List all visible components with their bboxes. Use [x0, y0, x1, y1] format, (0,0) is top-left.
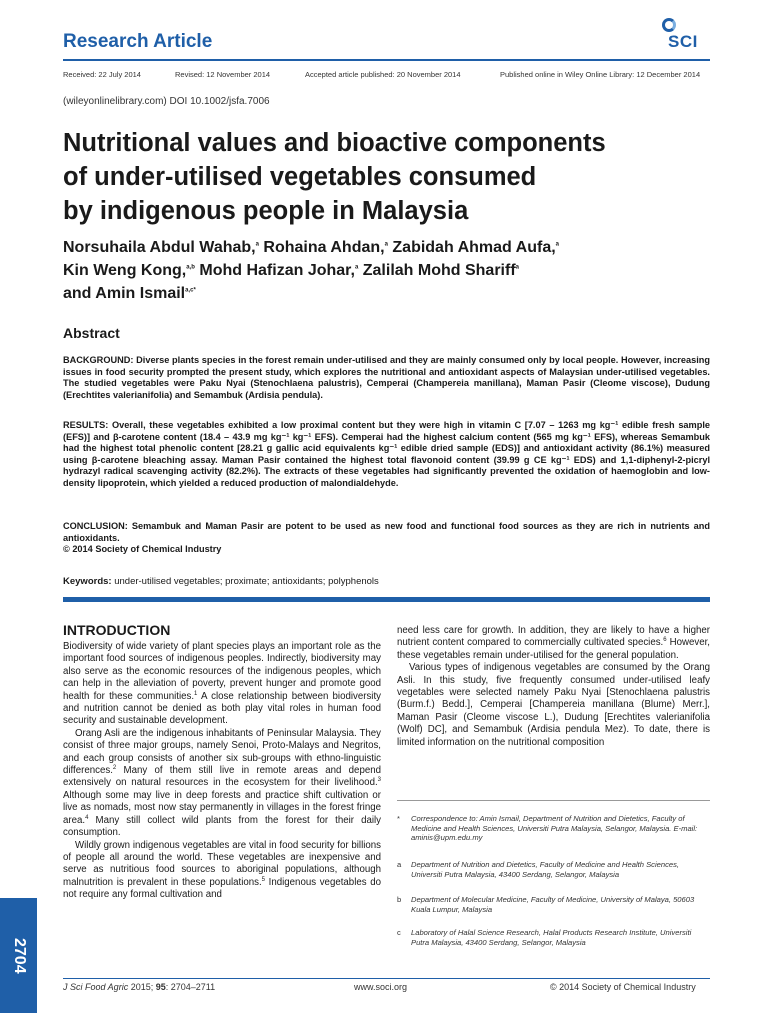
author-list	[63, 236, 723, 305]
author-affil: a	[354, 264, 359, 271]
keywords-text: under-utilised vegetables; proximate; antioxidants; polyphenols	[114, 576, 379, 587]
intro-paragraph: Orang Asli are the indigenous inhabitants of Peninsular Malaysia. They consist of three major groups, namely Senoi, Proto-Malays and Negritos, and each group consists of another six sub-groups with ethno-linguistic differences.$^2$ Many of them still live in remote areas and depend extensively on natural resources in the ecosystem for their livelihood.$^3$ Although some may live in deep forests and practice shift cultivation or live as nomads, most now stay permanently in villages in the forest fringe area.$^4$ Many still collect wild plants from the forest for their daily consumption.	[63, 727, 381, 839]
abstract-heading: Abstract	[63, 325, 120, 341]
conclusion-text: Semambuk and Maman Pasir are potent to be used as new food and functional food sources as they are rich in nutrients and antioxidants.	[63, 521, 711, 543]
sci-logo	[660, 18, 716, 52]
footnote-affiliation-a	[397, 860, 710, 879]
author-name: Kin Weng Kong,	[63, 262, 187, 279]
conclusion-label: CONCLUSION:	[63, 521, 128, 531]
author-line	[63, 282, 723, 305]
left-column	[63, 622, 381, 902]
footnote-mark: *	[397, 814, 400, 823]
abstract-copyright: © 2014 Society of Chemical Industry	[63, 544, 222, 554]
received-date: Received: 22 July 2014	[63, 70, 141, 79]
logo-text: SCI	[668, 32, 698, 51]
author-name: Norsuhaila Abdul Wahab,	[63, 239, 256, 256]
author-name: Rohaina Ahdan,	[263, 239, 385, 256]
published-date: Published online in Wiley Online Library: 12 December 2014	[500, 70, 701, 79]
footnote-text: Correspondence to: Amin Ismail, Department of Nutrition and Dietetics, Faculty of Medicine and Health Sciences, Universiti Putra Malaysia, Selangor, Malaysia. E-mail: aminis@upm.edu.my	[411, 814, 698, 842]
article-title	[63, 126, 723, 228]
footer-website[interactable]: www.soci.org	[354, 982, 408, 992]
intro-paragraph: Various types of indigenous vegetables are consumed by the Orang Asli. In this study, five frequently consumed under-utilised leafy vegetables were selected namely Paku Nyai [Stenochlaena palustris (Burm.f.) Bedd.], Cemperai [Champereia manillana (Blume) Merr.], Maman Pasir (Cleome viscose L.), Dudung [Erechtites valerianifolia (Wolf) DC], and Semambuk (Ardisia pendula Mez). To date, there is limited information on the nutritional composition	[397, 662, 710, 748]
volume: 95	[155, 982, 166, 992]
author-name: Zalilah Mohd Shariff	[362, 262, 516, 279]
introduction-heading: INTRODUCTION	[63, 622, 171, 638]
author-name: and Amin Ismail	[63, 285, 186, 302]
footnote-text: Department of Molecular Medicine, Faculty of Medicine, University of Malaya, 50603 Kuala Lumpur, Malaysia	[411, 895, 695, 914]
title-line: Nutritional values and bioactive components	[63, 129, 606, 157]
author-affil: a	[555, 241, 559, 248]
accepted-date: Accepted article published: 20 November 2014	[305, 70, 461, 79]
author-affil: a	[384, 241, 388, 248]
page-number: 2704	[11, 938, 28, 974]
title-line: by indigenous people in Malaysia	[63, 197, 469, 225]
author-name: Zabidah Ahmad Aufa,	[392, 239, 556, 256]
author-line	[63, 236, 723, 259]
footer-copyright: © 2014 Society of Chemical Industry	[550, 982, 696, 992]
background-label: BACKGROUND:	[63, 355, 134, 365]
abstract-conclusion	[63, 521, 710, 556]
footer-rule	[63, 978, 710, 979]
results-text: Overall, these vegetables exhibited a low proximal content but they were high in vitamin C [7.07 – 1263 mg kg⁻¹ edible fresh sample (EFS)] and β-carotene content (18.4 – 43.9 mg kg⁻¹ kg⁻¹ EFS). Cemperai had the highest calcium content (565 mg kg⁻¹ EFS), whereas Semambuk had the highest total phenolic content [28.21 g gallic acid equivalents kg⁻¹ edible dried sample (EDS)] and antioxidant activity (86.1%) measured using β-carotene bleaching assay. Maman Pasir contained the highest total flavonoid content (39.99 g CE kg⁻¹ EDS) and 1,1-diphenyl-2-picryl hydrazyl radical scavenging activity (82.2%). The extracts of these vegetables had significantly prevented the oxidation of haemoglobin and low-density lipoprotein, which yielded a reduced production of malondialdehyde.	[63, 420, 710, 488]
right-column	[397, 625, 710, 749]
footnote-text: Laboratory of Halal Science Research, Halal Products Research Institute, Universiti Putra Malaysia, 43400 Serdang, Selangor, Malaysia	[411, 928, 692, 947]
author-name: Mohd Hafizan Johar,	[199, 262, 355, 279]
footnote-affiliation-c	[397, 928, 710, 947]
keywords	[63, 576, 379, 587]
journal-name: J Sci Food Agric	[63, 982, 129, 992]
footnote-rule	[397, 800, 710, 801]
footnote-mark: a	[397, 860, 402, 869]
background-text: Diverse plants species in the forest remain under-utilised and they are mainly consumed only by local people. However, increasing issues in food security prompted the present study, which explores the nutritional and antioxidant aspects of Malaysian under-utilised vegetables. The studied vegetables were Paku Nyai (Stenochlaena palustris), Cemperai (Champereia manillana), Maman Pasir (Cleome viscose), Dudung (Erechtites valerianifolia) and Semambuk (Ardisia pendula).	[63, 355, 710, 400]
author-affil: a,b	[186, 264, 195, 271]
intro-paragraph: need less care for growth. In addition, they are likely to have a higher nutrient content compared to commercially cultivated species.$^6$ However, these vegetables remain under-utilised for the general population.	[397, 625, 710, 661]
author-affil: a,c*	[185, 287, 196, 294]
abstract-background	[63, 355, 710, 401]
footnote-mark: c	[397, 928, 401, 937]
intro-paragraph: Biodiversity of wide variety of plant species plays an important role as the important food sources of indigenous peoples. Indirectly, biodiversity may also serve as the economic resources of the indigenous peoples, which can help in the alleviation of poverty, prevent hunger and promote good health for these communities.$^1$ A close relationship between biodiversity and nutrition cannot be denied as both play vital roles in human food security and sustainable development.	[63, 641, 381, 727]
revised-date: Revised: 12 November 2014	[175, 70, 271, 79]
intro-paragraph: Wildly grown indigenous vegetables are vital in food security for billions of people all around the world. These vegetables are inexpensive and serve as nutritious food sources to aboriginal populations, although malnutrition is prevalent in these populations.$^5$ Indigenous vegetables do not require any formal cultivation and	[63, 839, 382, 901]
footnote-correspondence	[397, 814, 710, 843]
section-rule	[63, 597, 710, 602]
logo-ring-icon	[662, 18, 676, 32]
abstract-results	[63, 420, 710, 489]
doi: (wileyonlinelibrary.com) DOI 10.1002/jsfa.7006	[63, 96, 270, 107]
title-line: of under-utilised vegetables consumed	[63, 163, 537, 191]
results-label: RESULTS:	[63, 420, 109, 430]
article-type-label: Research Article	[63, 31, 213, 52]
footer-citation: J Sci Food Agric 2015; 95: 2704–2711	[63, 982, 216, 992]
header-rule	[63, 59, 710, 61]
author-affil: a	[255, 241, 259, 248]
footnote-affiliation-b	[397, 895, 710, 914]
footnote-text: Department of Nutrition and Dietetics, Faculty of Medicine and Health Sciences, Universiti Putra Malaysia, 43400 Serdang, Selangor, Malaysia	[411, 860, 680, 879]
keywords-label: Keywords:	[63, 576, 112, 587]
author-line	[63, 259, 723, 282]
footnote-mark: b	[397, 895, 402, 904]
author-affil: a	[515, 264, 519, 271]
